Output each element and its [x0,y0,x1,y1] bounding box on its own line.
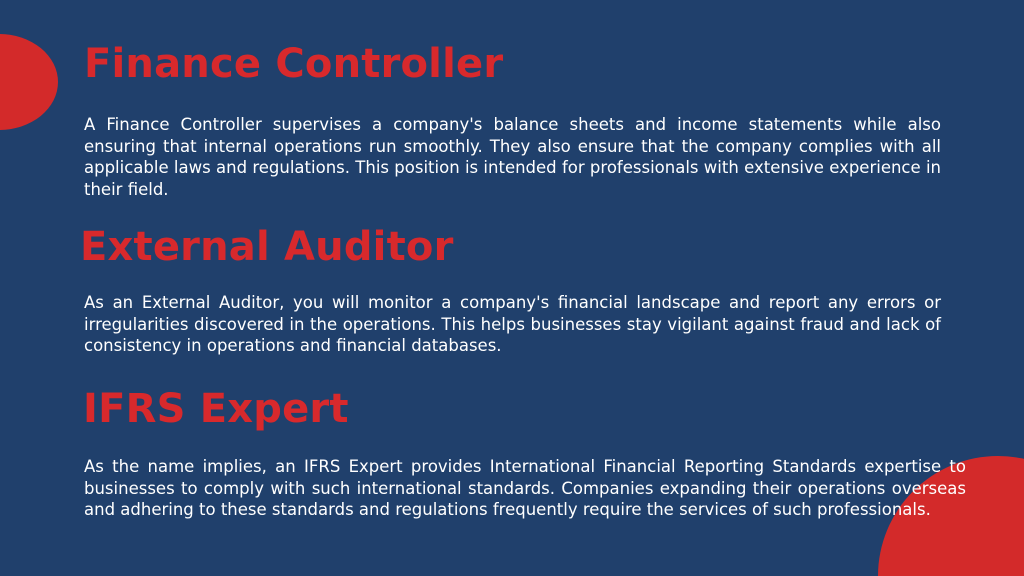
section-title-external-auditor: External Auditor [80,224,454,270]
section-body-external-auditor: As an External Auditor, you will monitor a company's financial landscape and report any errors or irregularities discovered in the operations. This helps businesses stay vigilant against fraud and lack of consistency in operations and financial databases. [84,293,941,355]
section-body-ifrs-expert: As the name implies, an IFRS Expert provides International Financial Reporting Standards expertise to businesses to comply with such international standards. Companies expanding their operations overseas and adhering to these standards and regulations frequently require the services of such professionals. [84,457,966,519]
decorative-circle-top-left [0,34,58,130]
section-title-ifrs-expert: IFRS Expert [83,386,349,432]
section-body-finance-controller: A Finance Controller supervises a company's balance sheets and income statements while also ensuring that internal operations run smoothly. They also ensure that the company complies with all applicable laws and regulations. This position is intended for professionals with extensive experience in their field. [84,115,941,199]
section-title-finance-controller: Finance Controller [84,41,504,87]
